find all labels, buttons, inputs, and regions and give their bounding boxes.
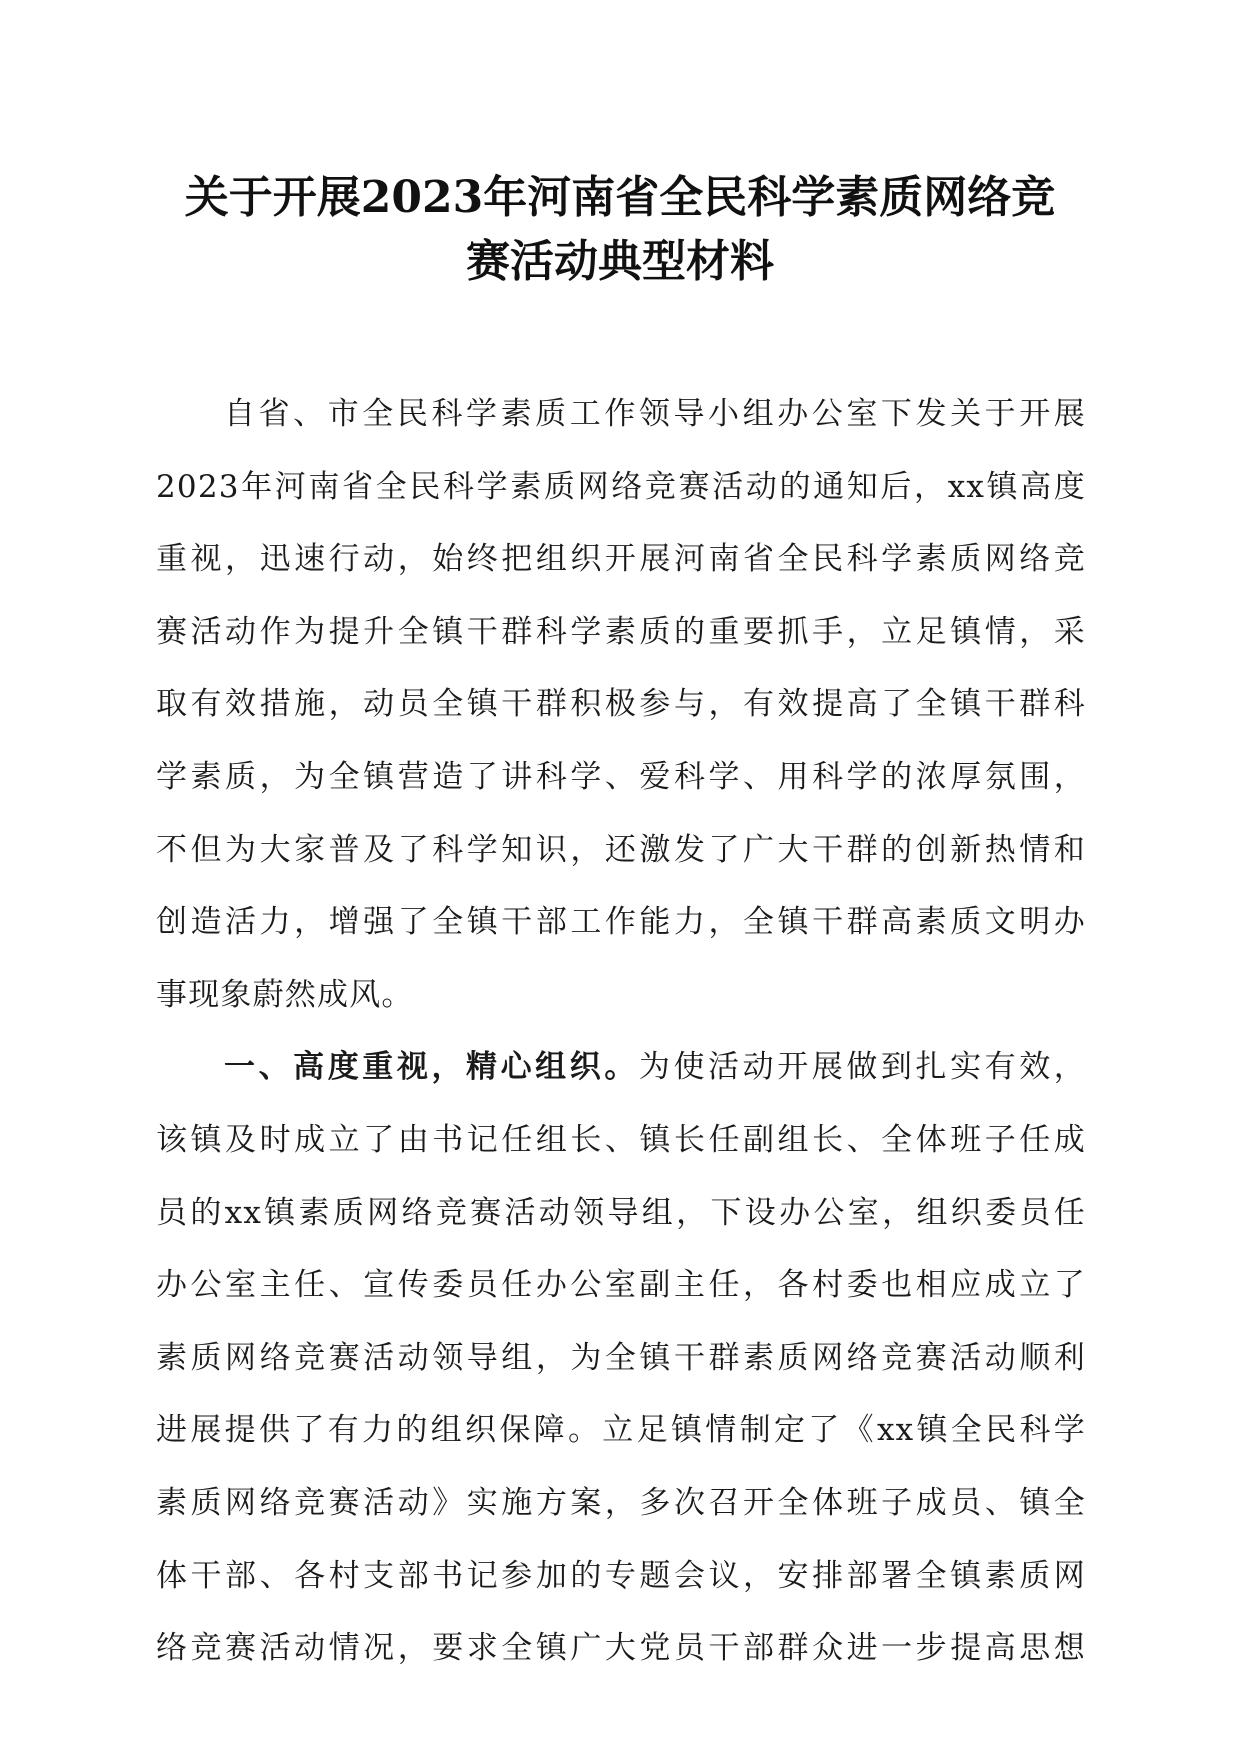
title-line-2: 赛活动典型材料 — [466, 236, 774, 287]
document-title — [140, 166, 1100, 294]
section-1-line: 进展提供了有力的组织保障。立足镇情制定了《xx镇全民科学 — [156, 1412, 1086, 1449]
paragraph-1-line: 事现象蔚然成风。 — [156, 976, 414, 1013]
section-1-line: 素质网络竞赛活动领导组，为全镇干群素质网络竞赛活动顺利 — [156, 1339, 1086, 1376]
paragraph-1-line: 2023年河南省全民科学素质网络竞赛活动的通知后，xx镇高度 — [156, 468, 1086, 505]
section-1-line: 该镇及时成立了由书记任组长、镇长任副组长、全体班子任成 — [156, 1121, 1086, 1158]
section-1-heading: 一、高度重视，精心组织。 — [224, 1049, 639, 1086]
section-1-line: 员的xx镇素质网络竞赛活动领导组，下设办公室，组织委员任 — [156, 1194, 1086, 1231]
paragraph-1-line: 自省、市全民科学素质工作领导小组办公室下发关于开展 — [224, 396, 1086, 432]
section-1-line: 络竞赛活动情况，要求全镇广大党员干部群众进一步提高思想 — [156, 1630, 1086, 1667]
section-1-line: 办公室主任、宣传委员任办公室副主任，各村委也相应成立了 — [156, 1267, 1086, 1304]
paragraph-1-line: 重视，迅速行动，始终把组织开展河南省全民科学素质网络竞 — [156, 541, 1086, 578]
paragraph-1-line: 学素质，为全镇营造了讲科学、爱科学、用科学的浓厚氛围， — [156, 758, 1086, 795]
document-body — [156, 378, 1086, 1685]
section-1-line: 素质网络竞赛活动》实施方案，多次召开全体班子成员、镇全 — [156, 1484, 1086, 1521]
section-1-first-line — [156, 1031, 1086, 1104]
title-line-1: 关于开展2023年河南省全民科学素质网络竞 — [184, 172, 1056, 223]
paragraph-1-line: 创造活力，增强了全镇干部工作能力，全镇干群高素质文明办 — [156, 904, 1086, 941]
section-1-first-line-text: 为使活动开展做到扎实有效， — [638, 1049, 1086, 1086]
paragraph-1-line: 不但为大家普及了科学知识，还激发了广大干群的创新热情和 — [156, 831, 1086, 868]
section-1-line: 体干部、各村支部书记参加的专题会议，安排部署全镇素质网 — [156, 1557, 1086, 1594]
paragraph-1-line: 取有效措施，动员全镇干群积极参与，有效提高了全镇干群科 — [156, 686, 1086, 723]
paragraph-1-line: 赛活动作为提升全镇干群科学素质的重要抓手，立足镇情，采 — [156, 613, 1086, 650]
